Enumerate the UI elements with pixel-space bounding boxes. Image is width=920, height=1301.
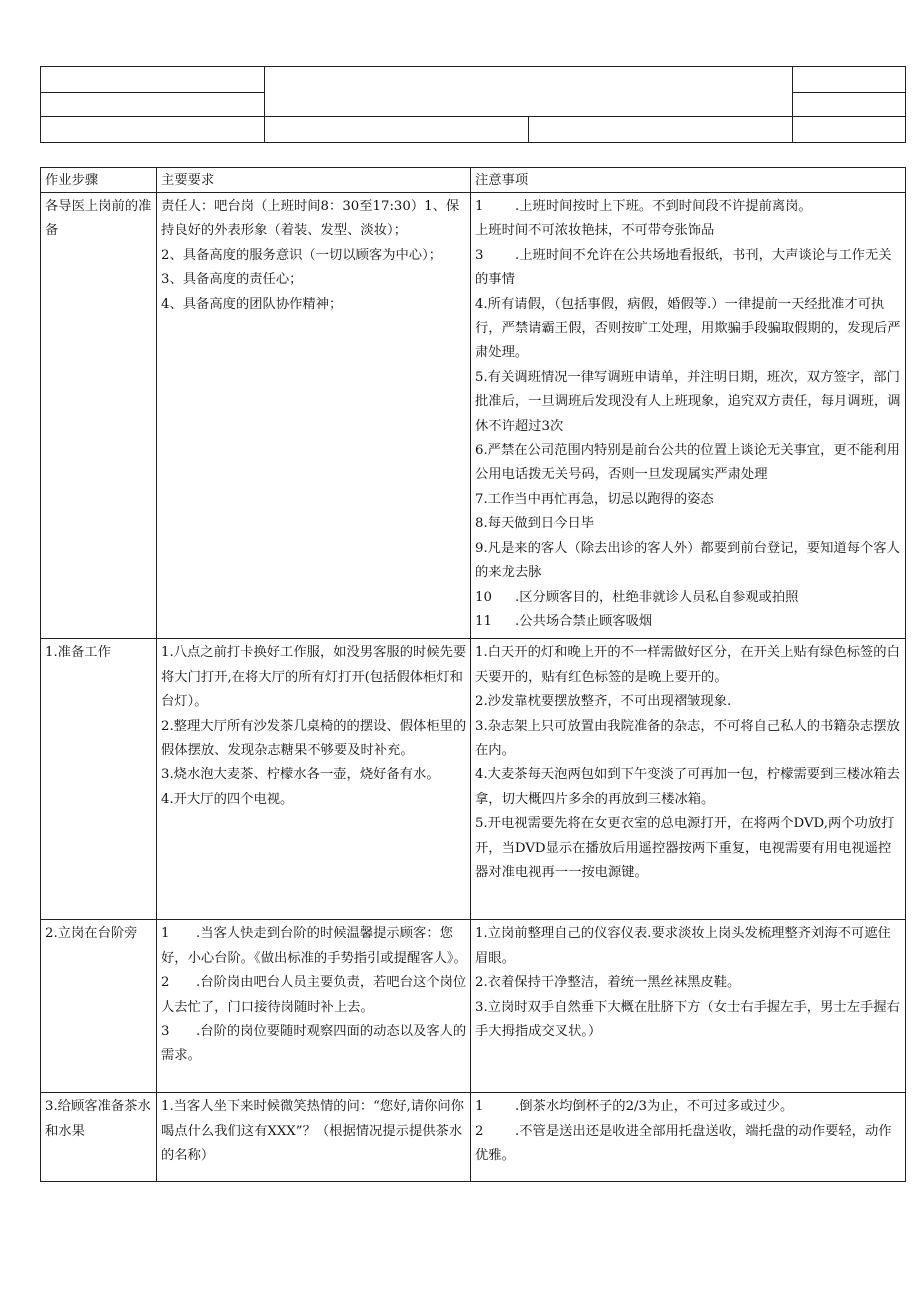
header-form-table: [40, 66, 906, 143]
requirement-item: 4.开大厅的四个电视。: [161, 791, 294, 807]
header-cell: [265, 117, 529, 143]
note-item: [475, 763, 902, 812]
note-item: [475, 244, 902, 293]
header-cell: [793, 117, 906, 143]
note-item: [475, 641, 902, 690]
note-item: [475, 488, 902, 512]
note-item: [475, 219, 902, 243]
requirement-item: 2.整理大厅所有沙发茶几桌椅的的摆设、假体柜里的假体摆放、发现杂志糖果不够要及时补充。: [161, 718, 467, 758]
requirement-item: 责任人：吧台岗（上班时间8：30至17:30）1、保持良好的外表形象（着装、发型、淡妆）；: [161, 199, 460, 239]
note-text: 2.沙发靠枕要摆放整齐，不可出现褶皱现象.: [475, 694, 732, 710]
header-cell: [41, 93, 265, 117]
note-item: [475, 610, 902, 634]
note-item: [475, 1095, 902, 1119]
note-text: .上班时间不允许在公共场地看报纸，书刊，大声谈论与工作无关的事情: [475, 247, 892, 288]
table-header-row: [41, 168, 906, 193]
table-row: [41, 1093, 906, 1182]
notes-cell: [471, 639, 906, 920]
procedure-table: [40, 167, 906, 1182]
table-row: [41, 920, 906, 1093]
header-cell: [41, 117, 265, 143]
requirement-item: 2 .台阶岗由吧台人员主要负责，若吧台这个岗位人去忙了，门口接待岗随时补上去。: [161, 975, 467, 1015]
note-text: 5.有关调班情况一律写调班申请单，并注明日期，班次，双方签字，部门批准后，一旦调班后发现没有人上班现象，追究双方责任，每月调班，调休不许超过3次: [475, 369, 901, 434]
note-text: 9.凡是来的客人（除去出诊的客人外）都要到前台登记，要知道每个客人的来龙去脉: [475, 540, 900, 581]
note-item: [475, 1120, 902, 1169]
note-number: 2: [475, 1123, 484, 1139]
notes-cell: [471, 920, 906, 1093]
note-item: [475, 690, 902, 714]
requirements-cell: [157, 920, 471, 1093]
note-item: [475, 366, 902, 439]
note-item: [475, 922, 902, 971]
table-row: [41, 639, 906, 920]
note-item: [475, 971, 902, 995]
requirements-cell: [157, 193, 471, 639]
note-text: 3.立岗时双手自然垂下大概在肚脐下方（女士右手握左手，男士左手握右手大拇指成交叉状。）: [475, 999, 900, 1039]
note-item: [475, 586, 902, 610]
notes-cell: [471, 193, 906, 639]
note-text: .不管是送出还是收进全部用托盘送收，端托盘的动作要轻，动作优雅。: [475, 1123, 892, 1164]
requirement-item: 3、具备高度的责任心；: [161, 272, 303, 288]
note-text: 6.严禁在公司范围内特别是前台公共的位置上谈论无关事宜，更不能利用公用电话拨无关号码，否则一旦发现属实严肃处理: [475, 443, 900, 483]
note-number: 1: [475, 199, 484, 214]
header-cell: [793, 93, 906, 117]
requirement-item: 3 .台阶的岗位要随时观察四面的动态以及客人的需求。: [161, 1023, 467, 1064]
note-text: .区分顾客目的，杜绝非就诊人员私自参观或拍照: [515, 589, 799, 605]
column-header-requirements: 主要要求: [157, 168, 471, 193]
step-cell: 2.立岗在台阶旁: [41, 920, 157, 1093]
header-cell: [41, 67, 265, 93]
note-item: [475, 439, 902, 488]
step-cell: 1.准备工作: [41, 639, 157, 920]
note-text: 1.立岗前整理自己的仪容仪表.要求淡妆上岗头发梳理整齐刘海不可遮住眉眼。: [475, 926, 891, 966]
requirement-item: 1.当客人坐下来时候微笑热情的问：“您好,请你问你喝点什么我们这有XXX”？（根据情况提示提供茶水的名称）: [161, 1099, 464, 1164]
step-cell: 3.给顾客准备茶水和水果: [41, 1093, 157, 1182]
column-header-step: 作业步骤: [41, 168, 157, 193]
note-text: .倒茶水均倒杯子的2/3为止，不可过多或过少。: [515, 1099, 794, 1115]
requirement-item: 2、具备高度的服务意识（一切以顾客为中心）；: [161, 247, 443, 263]
header-cell: [793, 67, 906, 93]
note-item: [475, 293, 902, 366]
note-item: [475, 812, 902, 885]
note-text: 5.开电视需要先将在女更衣室的总电源打开，在将两个DVD,两个功放打开，当DVD显示在播放后用遥控器按两下重复，电视需要有用电视遥控器对准电视再一一按电源键。: [475, 816, 895, 880]
step-cell: 各导医上岗前的准备: [41, 193, 157, 639]
note-number: 1: [475, 1099, 484, 1115]
note-text: 上班时间不可浓妆艳抹，不可带夸张饰品: [475, 223, 715, 239]
table-row: [41, 193, 906, 639]
note-number: 11: [475, 613, 492, 629]
note-item: [475, 512, 902, 536]
note-item: [475, 195, 902, 219]
note-text: 4.大麦茶每天泡两包如到下午变淡了可再加一包，柠檬需要到三楼冰箱去拿，切大概四片多余的再放到三楼冰箱。: [475, 767, 900, 807]
requirements-cell: [157, 639, 471, 920]
note-text: 8.每天做到日今日毕: [475, 516, 595, 532]
note-text: 3.杂志架上只可放置由我院准备的杂志，不可将自己私人的书籍杂志摆放在内。: [475, 718, 900, 758]
note-number: 3: [475, 247, 484, 263]
note-number: 10: [475, 589, 492, 605]
note-text: .公共场合禁止顾客吸烟: [515, 613, 653, 629]
note-text: 2.衣着保持干净整洁，着统一黑丝袜黑皮鞋。: [475, 975, 741, 991]
note-item: [475, 996, 902, 1045]
note-text: 4.所有请假，（包括事假，病假，婚假等.）一律提前一天经批准才可执行，严禁请霸王假，否则按旷工处理，用欺骗手段骗取假期的，发现后严肃处理。: [475, 296, 901, 361]
requirements-cell: [157, 1093, 471, 1182]
requirement-item: 3.烧水泡大麦茶、柠檬水各一壶，烧好备有水。: [161, 767, 440, 783]
note-text: .上班时间按时上下班。不到时间段不许提前离岗。: [515, 199, 812, 214]
note-item: [475, 715, 902, 764]
header-cell: [529, 117, 793, 143]
note-item: [475, 537, 902, 586]
requirement-item: 1.八点之前打卡换好工作服，如没男客服的时候先要将大门打开,在将大厅的所有灯打开(包括假体柜灯和台灯）。: [161, 645, 467, 710]
notes-cell: [471, 1093, 906, 1182]
requirement-item: 4、具备高度的团队协作精神；: [161, 296, 343, 312]
note-text: 1.白天开的灯和晚上开的不一样需做好区分，在开关上贴有绿色标签的白天要开的，贴有红色标签的是晚上要开的。: [475, 645, 900, 685]
requirement-item: 1 .当客人快走到台阶的时候温馨提示顾客：您好，小心台阶。《做出标准的手势指引或提醒客人》。: [161, 926, 467, 966]
note-text: 7.工作当中再忙再急，切忌以跑得的姿态: [475, 491, 714, 507]
column-header-notes: 注意事项: [471, 168, 906, 193]
header-title-cell: [265, 67, 793, 117]
